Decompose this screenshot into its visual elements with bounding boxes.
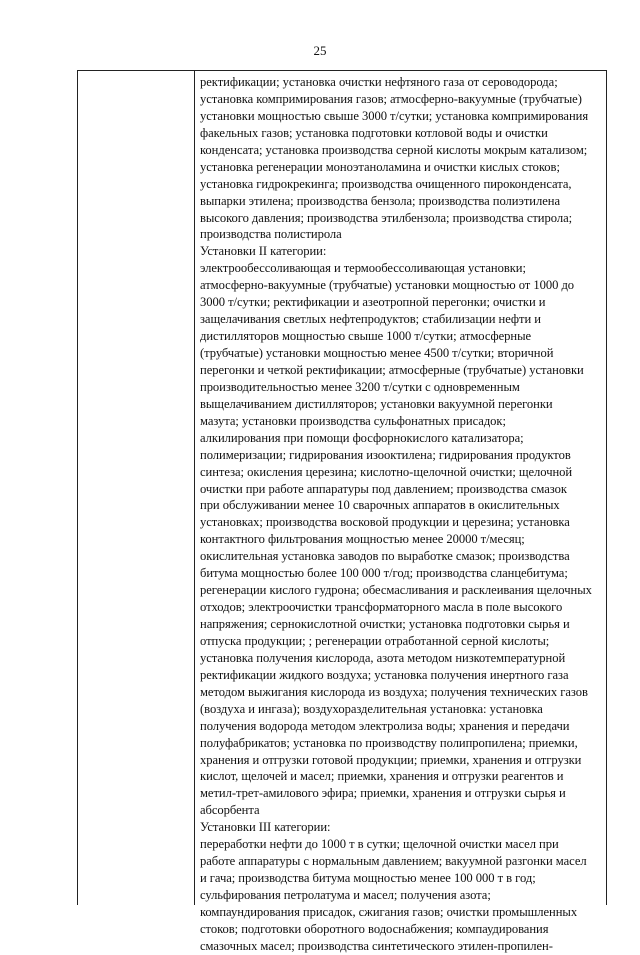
text-line: установках; производства восковой продукции и церезина; установка	[200, 515, 570, 530]
text-line: переработки нефти до 1000 т в сутки; щелочной очистки масел при	[200, 837, 559, 852]
text-line: электрообессоливающая и термообессоливающая установки;	[200, 261, 526, 276]
text-line: перегонки и четкой ректификации; атмосферные (трубчатые) установки	[200, 362, 584, 377]
text-line: синтеза; окисления церезина; кислотно-щелочной очистки; щелочной	[200, 464, 573, 479]
category-heading-ii: Установки II категории:	[200, 244, 327, 259]
text-line: производительностью менее 3200 т/сутки с одновременным	[200, 379, 520, 394]
text-line: работе аппаратуры с нормальным давлением; вакуумной разгонки масел	[200, 854, 587, 869]
text-line: установки мощностью свыше 3000 т/сутки; установка компримирования	[200, 108, 589, 123]
text-line: абсорбента	[200, 803, 260, 818]
text-line: (воздуха и ингаза); воздухоразделительная установка: установка	[200, 701, 543, 716]
text-line: установка компримирования газов; атмосферно-вакуумные (трубчатые)	[200, 91, 582, 106]
text-line: (трубчатые) установки мощностью менее 4500 т/сутки; вторичной	[200, 346, 554, 360]
text-line: получения водорода методом электролиза воды; хранения и передачи	[200, 718, 570, 733]
text-line: смазочных масел; производства синтетического этилен-пропилен-	[200, 938, 553, 953]
category-heading-iii: Установки III категории:	[200, 820, 331, 835]
table-cell-right	[200, 74, 604, 955]
text-line: и гача; производства битума мощностью менее 100 000 т в год;	[200, 871, 536, 886]
text-line: при обслуживании менее 10 сварочных аппаратов в окислительных	[200, 498, 560, 513]
text-line: битума мощностью более 100 000 т/год; производства сланцебитума;	[200, 566, 568, 581]
text-line: контактного фильтрования мощностью менее 20000 т/месяц;	[200, 532, 525, 547]
text-line: отпуска продукции; ; регенерации отработанной серной кислоты;	[200, 633, 550, 648]
text-line: установка регенерации моноэтаноламина и очистки кислых стоков;	[200, 159, 560, 174]
text-line: кислот, щелочей и масел; приемки, хранения и отгрузки реагентов и	[200, 769, 564, 784]
page-number: 25	[313, 43, 327, 58]
text-line: высокого давления; производства этилбензола; производства стирола;	[200, 210, 573, 225]
text-line: очистки при работе аппаратуры под давлением; производства смазок	[200, 481, 567, 496]
text-line: компаундирования присадок, сжигания газов; очистки промышленных	[200, 904, 578, 919]
text-line: факельных газов; установка подготовки котловой воды и очистки	[200, 125, 548, 140]
text-line: конденсата; установка производства серной кислоты мокрым катализом;	[200, 142, 588, 157]
text-line: полуфабрикатов; установка по производству полипропилена; приемки,	[200, 735, 578, 750]
text-line: отходов; электроочистки трансформаторного масла в поле высокого	[200, 600, 563, 615]
text-line: хранения и отгрузки готовой продукции; приемки, хранения и отгрузки	[200, 752, 582, 767]
text-line: 3000 т/сутки; ректификации и азеотропной перегонки; очистки и	[200, 295, 546, 310]
text-line: установка получения кислорода, азота методом низкотемпературной	[200, 650, 566, 665]
document-table	[77, 70, 607, 953]
text-line: полимеризации; гидрирования изооктилена; гидрирования продуктов	[200, 447, 571, 462]
text-line: ректификации; установка очистки нефтяного газа от сероводорода;	[200, 75, 558, 89]
text-line: сульфирования петролатума и масел; получения азота;	[200, 888, 491, 902]
text-line: выщелачиванием дистилляторов; установки вакуумной перегонки	[200, 396, 553, 411]
text-line: методом выжигания кислорода из воздуха; получения технических газов	[200, 684, 588, 699]
column-divider	[194, 71, 195, 905]
text-line: атмосферно-вакуумные (трубчатые) установки мощностью от 1000 до	[200, 278, 575, 293]
text-line: окислительная установка заводов по выработке смазок; производства	[200, 549, 570, 564]
text-line: алкилирования при помощи фосфорнокислого катализатора;	[200, 430, 524, 445]
text-line: защелачивания светлых нефтепродуктов; стабилизации нефти и	[200, 312, 541, 327]
text-line: установка гидрокрекинга; производства очищенного пироконденсата,	[200, 176, 572, 191]
text-line: выпарки этилена; производства бензола; производства полиэтилена	[200, 193, 560, 208]
text-line: регенерации кислого гудрона; обесмасливания и расклеивания щелочных	[200, 583, 592, 598]
text-line: мазута; установки производства сульфонатных присадок;	[200, 413, 506, 428]
text-line: метил-трет-амилового эфира; приемки, хранения и отгрузки сырья и	[200, 786, 566, 801]
text-line: напряжения; сернокислотной очистки; установка подготовки сырья и	[200, 617, 570, 631]
text-line: стоков; подготовки оборотного водоснабжения; компаудирования	[200, 921, 549, 936]
table-cell-left-empty	[78, 71, 194, 905]
text-line: дистилляторов мощностью свыше 1000 т/сутки; атмосферные	[200, 329, 532, 344]
text-line: производства полистирола	[200, 227, 342, 242]
text-line: ректификации жидкого воздуха; установка получения инертного газа	[200, 667, 569, 682]
